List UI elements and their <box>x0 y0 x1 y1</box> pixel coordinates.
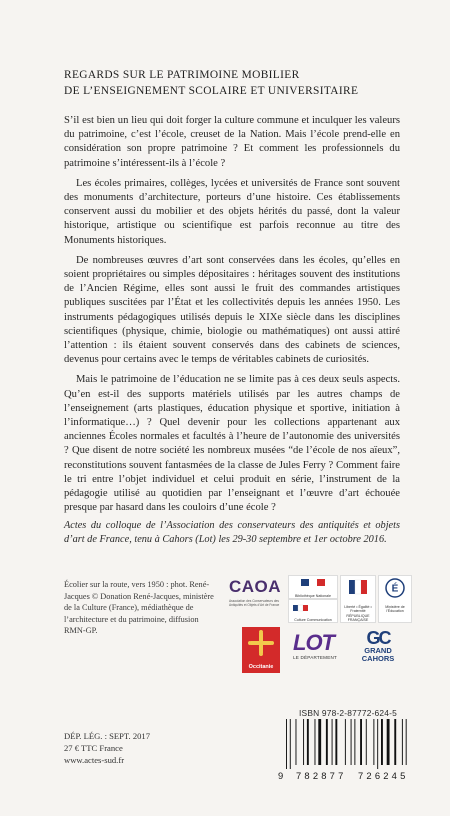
barcode-bar <box>377 719 378 769</box>
book-title <box>64 67 404 99</box>
barcode-bar <box>286 719 287 769</box>
barcode-icon <box>280 719 414 769</box>
grand-cahors-mark: GC <box>366 628 390 648</box>
barcode-bar <box>387 719 390 765</box>
education-logo <box>378 575 412 623</box>
barcode-bar <box>318 719 321 765</box>
ministry-culture-label: Culture Communication <box>294 618 332 622</box>
barcode-bar <box>373 719 374 765</box>
republique-flag-icon <box>341 576 375 600</box>
barcode-bar <box>360 719 362 765</box>
bnf-logo <box>288 575 338 599</box>
barcode-bar <box>402 719 403 765</box>
occitanie-logo <box>242 627 280 673</box>
barcode-first-digit: 9 <box>278 770 284 781</box>
isbn: ISBN 978-2-87772-624-5 <box>299 708 397 718</box>
legal-deposit: DÉP. LÉG. : SEPT. 2017 <box>64 731 151 741</box>
partner-logos <box>222 569 412 689</box>
education-label: Ministère de l’Éducation <box>385 605 405 614</box>
republique-label: Liberté • Égalité • Fraternité RÉPUBLIQUE FRANÇAISE <box>344 605 372 622</box>
education-emblem-icon <box>379 576 411 600</box>
grand-cahors-logo <box>355 629 401 673</box>
lot-wordmark: LOT <box>293 630 334 655</box>
barcode-bar <box>290 719 291 769</box>
barcode-bar <box>335 719 337 765</box>
title-line-2: DE L’ENSEIGNEMENT SCOLAIRE ET UNIVERSITAIRE <box>64 85 359 97</box>
caoa-subtitle: Association des Conservateurs des Antiquités et Objets d’Art de France <box>229 599 280 607</box>
blurb-paragraph: Mais le patrimoine de l’éducation ne se limite pas à ces deux seuls aspects. Qu’en est-il des supports matériels utilisés par les autres champs de l’enseignement (arts plastiques, éducation physique et sportive, initiation à l’informatique…) ? Quel devenir pour les collections appartenant aux anciennes Écoles normales et facultés à l’heure de l’autonomie des universités ? Que disent de notre société les nombreux musées “de l’école de nos aïeux”, reconstitutions souvent fantasmées de la classe de Jules Ferry ? Comment faire le tri entre l’objet individuel et celui produit en série, l’instrument de la pédagogie utilisé au quotidien par l’enseignant et l’œuvre d’art échouée presque par hasard dans les couloirs d’une école ? <box>64 374 400 514</box>
blurb-paragraph: Les écoles primaires, collèges, lycées et universités de France sont souvent des monuments d’architecture, porteurs d’une histoire. Ces établissements conservent aussi du mobilier et des objets hérités du passé, dont la valeur historique, artistique ou scientifique est parfois reconnue au titre des Monuments historiques. <box>64 177 400 246</box>
blurb-paragraph: S’il est bien un lieu qui doit forger la culture commune et inculquer les valeurs du patrimoine, c’est l’école, creuset de la Nation. Mais l’école prend-elle en considération son propre patrimoine ? Et comment les professionnels du patrimoine s’intéressent-ils à l’école ? <box>64 115 400 169</box>
colloquium-note: Actes du colloque de l’Association des conservateurs des antiquités et objets d’art de France, tenu à Cahors (Lot) les 29-30 septembre et 1er octobre 2016. <box>64 520 400 546</box>
blurb <box>64 114 400 521</box>
ministry-culture-logo <box>288 599 338 623</box>
lot-logo <box>293 631 345 669</box>
barcode-bar <box>296 719 297 765</box>
barcode-bar <box>303 719 304 765</box>
occitan-cross-icon <box>242 627 280 659</box>
barcode-bar <box>366 719 367 765</box>
caoa-logo <box>229 577 283 621</box>
barcode-bar <box>345 719 346 765</box>
barcode-bar <box>326 719 328 765</box>
barcode-bar <box>381 719 383 765</box>
caoa-wordmark: CAOA <box>229 577 282 596</box>
price: 27 € TTC France <box>64 743 123 754</box>
publisher-url: www.actes-sud.fr <box>64 755 125 766</box>
barcode-bar <box>332 719 333 765</box>
barcode-bar <box>406 719 407 765</box>
title-line-1: REGARDS SUR LE PATRIMOINE MOBILIER <box>64 69 300 81</box>
barcode-bar <box>307 719 309 765</box>
marianne-icon <box>289 603 337 613</box>
barcode-bar <box>354 719 355 765</box>
photo-credit: Écolier sur la route, vers 1950 : phot. René-Jacques © Donation René-Jacques, ministère de la Culture (France), médiathèque de l’architecture et du patrimoine, diffusion RMN-GP. <box>64 580 214 635</box>
republique-logo <box>340 575 376 623</box>
bnf-label: Bibliothèque Nationale <box>295 594 331 598</box>
bnf-flag-icon <box>289 577 337 589</box>
occitanie-label: Occitanie <box>248 664 274 670</box>
barcode-bar <box>315 719 316 765</box>
svg-text:É: É <box>391 583 399 595</box>
legal-info <box>64 730 244 767</box>
barcode-digits <box>278 770 416 784</box>
barcode-bar <box>351 719 352 765</box>
lot-subtitle: LE DÉPARTEMENT <box>293 655 337 660</box>
grand-cahors-wordmark: GRAND CAHORS <box>361 646 395 663</box>
blurb-paragraph: De nombreuses œuvres d’art sont conservées dans les écoles, qu’elles en soient propriétaires ou simples dépositaires : héritages souvent des institutions de l’Ancien Régime, elles sont aussi le fruit des commandes artistiques publiques suscitées par l’État et les collectivités depuis les années 1950. Les instruments pédagogiques utilisés depuis le XIXe siècle dans les disciplines scientifiques (physique, chimie, biologie ou mathématiques) ont aussi attiré l’attention : ils étaient souvent conservés dans des cabinets de sciences, devenus pour certains avec le temps de véritables cabinets de curiosités. <box>64 254 400 366</box>
barcode-group-1: 782877 <box>296 770 347 781</box>
barcode-group-2: 726245 <box>358 770 409 781</box>
barcode-bar <box>394 719 396 765</box>
